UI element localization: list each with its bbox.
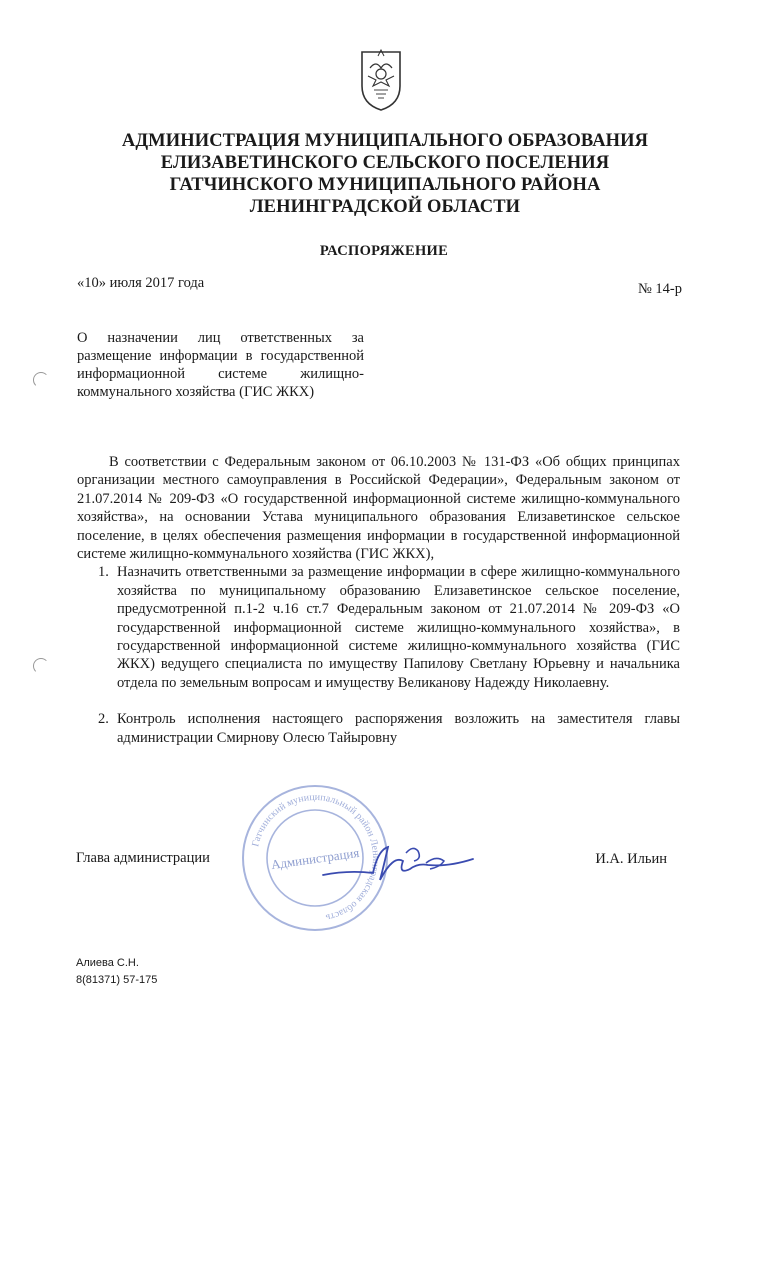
preamble-paragraph: В соответствии с Федеральным законом от 06.10.2003 № 131-ФЗ «Об общих принципах организации местного самоуправления в Российской Федерации», Федеральным законом от 21.07.2014 № 209-ФЗ «О государственной информационной системе жилищно-коммунального хозяйства», на основании Устава муниципального образования Елизаветинское сельское поселение, в целях обеспечения размещения информации в государственной информационной системе жилищно-коммунального хозяйства (ГИС ЖКХ), <box>77 454 680 563</box>
header-line: АДМИНИСТРАЦИЯ МУНИЦИПАЛЬНОГО ОБРАЗОВАНИЯ <box>121 131 649 151</box>
subject-line: О назначении лиц ответственных за <box>77 330 364 346</box>
item-number: 1. <box>98 564 109 581</box>
subject-line: информационной системе жилищно- <box>77 366 364 382</box>
header-line: ЕЛИЗАВЕТИНСКОГО СЕЛЬСКОГО ПОСЕЛЕНИЯ <box>160 153 610 173</box>
binder-punch-mark <box>33 658 49 674</box>
signatory-name: И.А. Ильин <box>595 851 667 867</box>
signatory-role: Глава администрации <box>76 850 210 866</box>
item-number: 2. <box>98 711 109 728</box>
order-items-list <box>77 563 680 747</box>
document-date: «10» июля 2017 года <box>77 275 205 291</box>
subject-line: размещение информации в государственной <box>77 348 364 364</box>
executor-name: Алиева С.Н. <box>76 957 139 969</box>
item-text: Контроль исполнения настоящего распоряжения возложить на заместителя главы администрации Смирнову Олесю Тайыровну <box>117 711 680 746</box>
coat-of-arms-emblem <box>356 46 406 112</box>
item-text: Назначить ответственными за размещение информации в сфере жилищно-коммунального хозяйства по муниципальному образованию Елизаветинское сельское поселение, предусмотренной п.1-2 ч.16 ст.7 Федеральным законом от 21.07.2014 № 209-ФЗ «О государственной информационной системе жилищно-коммунального хозяйства», в государственной информационной системе жилищно-коммунального хозяйства (ГИС ЖКХ) ведущего специалиста по имуществу Папилову Светлану Юрьевну и начальника отдела по земельным вопросам и имуществу Великанову Надежду Николаевну. <box>117 564 680 691</box>
header-line: ЛЕНИНГРАДСКОЙ ОБЛАСТИ <box>249 197 521 217</box>
organization-header <box>90 130 680 218</box>
stamp-center-text: Администрация <box>270 844 361 873</box>
document-subject <box>77 329 364 401</box>
executor-phone: 8(81371) 57-175 <box>76 974 158 986</box>
header-line: ГАТЧИНСКОГО МУНИЦИПАЛЬНОГО РАЙОНА <box>169 175 601 195</box>
stamp-ring-text: Гатчинский муниципальный район Ленинградская область <box>250 791 382 923</box>
list-item <box>77 710 680 747</box>
handwritten-signature <box>318 835 478 895</box>
document-number: № 14-р <box>637 281 682 297</box>
list-item <box>77 563 680 692</box>
subject-line: коммунального хозяйства (ГИС ЖКХ) <box>77 384 315 400</box>
binder-punch-mark <box>33 372 49 388</box>
document-type-title: РАСПОРЯЖЕНИЕ <box>319 243 449 259</box>
executor-contact <box>76 955 157 989</box>
blank-margin <box>0 1045 768 1265</box>
document-body <box>77 453 680 747</box>
